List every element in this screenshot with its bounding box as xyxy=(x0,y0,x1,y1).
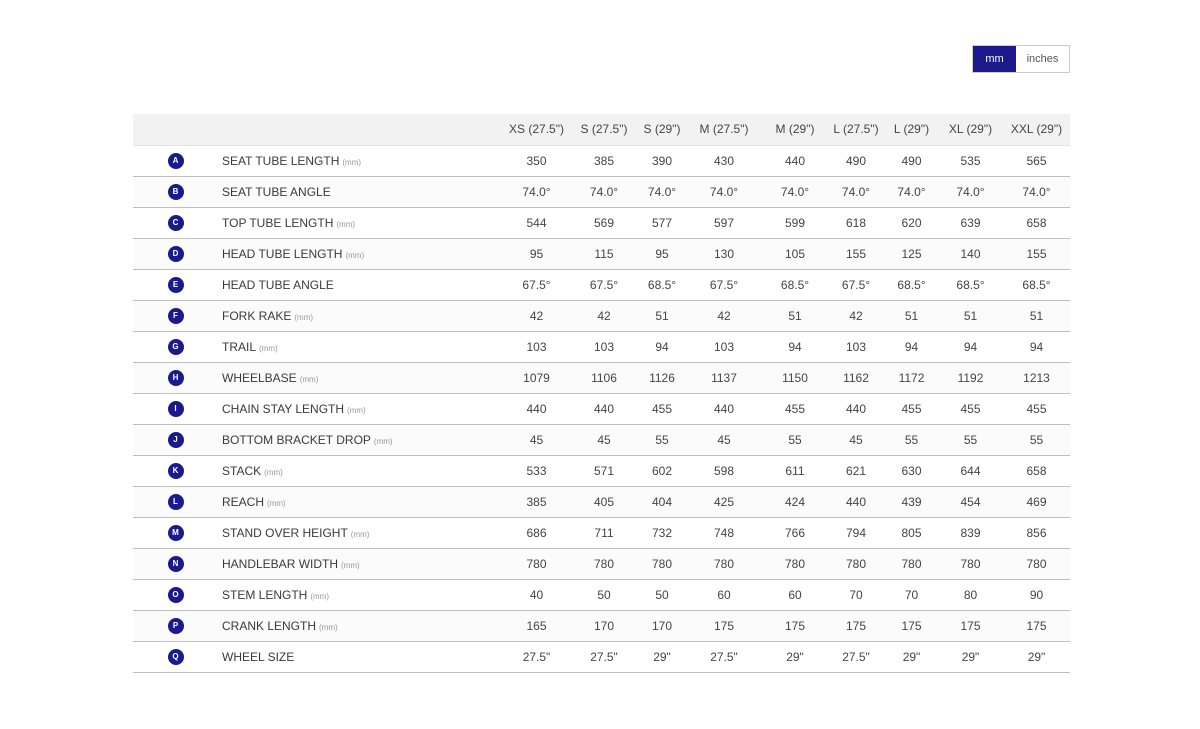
measurement-label-cell xyxy=(218,548,504,579)
value-cell: 74.0° xyxy=(504,176,569,207)
size-header: S (27.5") xyxy=(569,114,639,145)
value-cell: 440 xyxy=(504,393,569,424)
value-cell: 94 xyxy=(885,331,938,362)
measurement-unit: (mm) xyxy=(319,622,338,632)
table-row xyxy=(133,362,1070,393)
measurement-unit: (mm) xyxy=(345,250,365,260)
letter-cell xyxy=(133,610,218,641)
value-cell: 602 xyxy=(639,455,685,486)
value-cell: 115 xyxy=(569,238,639,269)
value-cell: 455 xyxy=(639,393,685,424)
value-cell: 569 xyxy=(569,207,639,238)
table-row xyxy=(133,486,1070,517)
measurement-name: STACK xyxy=(222,463,262,478)
value-cell: 140 xyxy=(938,238,1003,269)
value-cell: 90 xyxy=(1003,579,1070,610)
value-cell: 794 xyxy=(827,517,885,548)
value-cell: 175 xyxy=(1003,610,1070,641)
value-cell: 454 xyxy=(938,486,1003,517)
value-cell: 175 xyxy=(827,610,885,641)
measurement-name: CHAIN STAY LENGTH xyxy=(222,401,345,416)
value-cell: 611 xyxy=(763,455,827,486)
size-header: M (27.5") xyxy=(685,114,763,145)
value-cell: 68.5° xyxy=(1003,269,1070,300)
measurement-label-cell xyxy=(218,331,504,362)
table-row xyxy=(133,579,1070,610)
value-cell: 42 xyxy=(504,300,569,331)
measurement-label-cell xyxy=(218,517,504,548)
value-cell: 620 xyxy=(885,207,938,238)
value-cell: 350 xyxy=(504,145,569,176)
header-letter-cell xyxy=(133,114,218,145)
value-cell: 644 xyxy=(938,455,1003,486)
size-header: L (27.5") xyxy=(827,114,885,145)
letter-cell xyxy=(133,331,218,362)
table-row xyxy=(133,455,1070,486)
value-cell: 67.5° xyxy=(569,269,639,300)
measurement-letter-badge: E xyxy=(168,277,184,293)
value-cell: 780 xyxy=(569,548,639,579)
measurement-label-cell xyxy=(218,393,504,424)
value-cell: 68.5° xyxy=(885,269,938,300)
value-cell: 748 xyxy=(685,517,763,548)
value-cell: 658 xyxy=(1003,207,1070,238)
value-cell: 67.5° xyxy=(504,269,569,300)
table-row xyxy=(133,548,1070,579)
value-cell: 571 xyxy=(569,455,639,486)
measurement-letter-badge: I xyxy=(168,401,184,417)
value-cell: 490 xyxy=(885,145,938,176)
table-row xyxy=(133,424,1070,455)
measurement-label-cell xyxy=(218,207,504,238)
value-cell: 175 xyxy=(938,610,1003,641)
table-row xyxy=(133,207,1070,238)
value-cell: 780 xyxy=(885,548,938,579)
value-cell: 51 xyxy=(1003,300,1070,331)
value-cell: 155 xyxy=(1003,238,1070,269)
value-cell: 95 xyxy=(504,238,569,269)
value-cell: 45 xyxy=(827,424,885,455)
value-cell: 42 xyxy=(569,300,639,331)
letter-cell xyxy=(133,517,218,548)
letter-cell xyxy=(133,176,218,207)
measurement-name: HANDLEBAR WIDTH xyxy=(222,556,339,571)
value-cell: 45 xyxy=(504,424,569,455)
measurement-unit: (mm) xyxy=(342,157,362,167)
value-cell: 780 xyxy=(763,548,827,579)
value-cell: 103 xyxy=(685,331,763,362)
value-cell: 55 xyxy=(763,424,827,455)
value-cell: 27.5" xyxy=(827,641,885,672)
value-cell: 1162 xyxy=(827,362,885,393)
measurement-label-cell xyxy=(218,238,504,269)
value-cell: 385 xyxy=(569,145,639,176)
measurement-letter-badge: F xyxy=(168,308,184,324)
measurement-label-cell xyxy=(218,610,504,641)
value-cell: 68.5° xyxy=(639,269,685,300)
value-cell: 490 xyxy=(827,145,885,176)
measurement-unit: (mm) xyxy=(310,591,329,601)
value-cell: 658 xyxy=(1003,455,1070,486)
measurement-unit: (mm) xyxy=(341,560,360,570)
measurement-letter-badge: C xyxy=(168,215,184,231)
measurement-unit: (mm) xyxy=(259,343,278,353)
value-cell: 621 xyxy=(827,455,885,486)
measurement-letter-badge: B xyxy=(168,184,184,200)
value-cell: 533 xyxy=(504,455,569,486)
value-cell: 175 xyxy=(685,610,763,641)
value-cell: 390 xyxy=(639,145,685,176)
size-header: XS (27.5") xyxy=(504,114,569,145)
measurement-unit: (mm) xyxy=(267,498,286,508)
value-cell: 430 xyxy=(685,145,763,176)
value-cell: 80 xyxy=(938,579,1003,610)
value-cell: 405 xyxy=(569,486,639,517)
measurement-letter-badge: M xyxy=(168,525,184,541)
value-cell: 711 xyxy=(569,517,639,548)
value-cell: 70 xyxy=(827,579,885,610)
value-cell: 1106 xyxy=(569,362,639,393)
value-cell: 440 xyxy=(827,393,885,424)
value-cell: 175 xyxy=(763,610,827,641)
measurement-unit: (mm) xyxy=(350,529,370,539)
value-cell: 94 xyxy=(938,331,1003,362)
value-cell: 95 xyxy=(639,238,685,269)
value-cell: 440 xyxy=(763,145,827,176)
value-cell: 68.5° xyxy=(763,269,827,300)
value-cell: 94 xyxy=(639,331,685,362)
measurement-name: SEAT TUBE ANGLE xyxy=(222,184,331,199)
measurement-letter-badge: Q xyxy=(168,649,184,665)
value-cell: 74.0° xyxy=(685,176,763,207)
value-cell: 780 xyxy=(938,548,1003,579)
value-cell: 440 xyxy=(569,393,639,424)
value-cell: 440 xyxy=(827,486,885,517)
table-row xyxy=(133,300,1070,331)
value-cell: 29" xyxy=(885,641,938,672)
value-cell: 544 xyxy=(504,207,569,238)
value-cell: 440 xyxy=(685,393,763,424)
value-cell: 27.5" xyxy=(504,641,569,672)
value-cell: 29" xyxy=(763,641,827,672)
value-cell: 404 xyxy=(639,486,685,517)
table-row xyxy=(133,331,1070,362)
value-cell: 74.0° xyxy=(639,176,685,207)
measurement-unit: (mm) xyxy=(347,405,366,415)
measurement-name: TRAIL xyxy=(222,339,257,354)
measurement-unit: (mm) xyxy=(294,312,314,322)
value-cell: 42 xyxy=(685,300,763,331)
value-cell: 50 xyxy=(569,579,639,610)
measurement-name: STAND OVER HEIGHT xyxy=(222,525,348,540)
value-cell: 780 xyxy=(639,548,685,579)
letter-cell xyxy=(133,238,218,269)
value-cell: 50 xyxy=(639,579,685,610)
value-cell: 40 xyxy=(504,579,569,610)
letter-cell xyxy=(133,362,218,393)
letter-cell xyxy=(133,548,218,579)
value-cell: 780 xyxy=(827,548,885,579)
table-row xyxy=(133,641,1070,672)
value-cell: 55 xyxy=(885,424,938,455)
measurement-name: REACH xyxy=(222,494,265,509)
value-cell: 170 xyxy=(639,610,685,641)
size-header: XL (29") xyxy=(938,114,1003,145)
letter-cell xyxy=(133,207,218,238)
measurement-label-cell xyxy=(218,145,504,176)
table-row xyxy=(133,145,1070,176)
value-cell: 630 xyxy=(885,455,938,486)
value-cell: 67.5° xyxy=(827,269,885,300)
measurement-label-cell xyxy=(218,300,504,331)
value-cell: 51 xyxy=(763,300,827,331)
value-cell: 425 xyxy=(685,486,763,517)
value-cell: 130 xyxy=(685,238,763,269)
measurement-name: HEAD TUBE LENGTH xyxy=(222,246,343,261)
measurement-unit: (mm) xyxy=(299,374,319,384)
value-cell: 74.0° xyxy=(827,176,885,207)
value-cell: 74.0° xyxy=(938,176,1003,207)
measurement-unit: (mm) xyxy=(336,219,356,229)
value-cell: 103 xyxy=(827,331,885,362)
value-cell: 67.5° xyxy=(685,269,763,300)
value-cell: 94 xyxy=(1003,331,1070,362)
value-cell: 424 xyxy=(763,486,827,517)
value-cell: 55 xyxy=(1003,424,1070,455)
value-cell: 598 xyxy=(685,455,763,486)
table-row xyxy=(133,610,1070,641)
value-cell: 455 xyxy=(1003,393,1070,424)
value-cell: 55 xyxy=(938,424,1003,455)
measurement-letter-badge: P xyxy=(168,618,184,634)
value-cell: 856 xyxy=(1003,517,1070,548)
letter-cell xyxy=(133,269,218,300)
table-row xyxy=(133,176,1070,207)
value-cell: 839 xyxy=(938,517,1003,548)
measurement-unit: (mm) xyxy=(264,467,283,477)
measurement-label-cell xyxy=(218,176,504,207)
measurement-letter-badge: D xyxy=(168,246,184,262)
value-cell: 766 xyxy=(763,517,827,548)
value-cell: 780 xyxy=(1003,548,1070,579)
value-cell: 1150 xyxy=(763,362,827,393)
inches-unit-button[interactable]: inches xyxy=(1026,53,1059,65)
value-cell: 74.0° xyxy=(885,176,938,207)
table-row xyxy=(133,393,1070,424)
value-cell: 45 xyxy=(569,424,639,455)
letter-cell xyxy=(133,486,218,517)
measurement-name: CRANK LENGTH xyxy=(222,618,317,633)
value-cell: 455 xyxy=(938,393,1003,424)
table-header-row xyxy=(133,114,1070,145)
mm-unit-button[interactable]: mm xyxy=(973,46,1016,72)
measurement-label-cell xyxy=(218,486,504,517)
measurement-label-cell xyxy=(218,362,504,393)
value-cell: 175 xyxy=(885,610,938,641)
value-cell: 1137 xyxy=(685,362,763,393)
letter-cell xyxy=(133,300,218,331)
value-cell: 105 xyxy=(763,238,827,269)
value-cell: 1126 xyxy=(639,362,685,393)
measurement-letter-badge: O xyxy=(168,587,184,603)
value-cell: 55 xyxy=(639,424,685,455)
value-cell: 27.5" xyxy=(685,641,763,672)
letter-cell xyxy=(133,145,218,176)
measurement-name: WHEELBASE xyxy=(222,370,297,385)
value-cell: 385 xyxy=(504,486,569,517)
letter-cell xyxy=(133,393,218,424)
letter-cell xyxy=(133,641,218,672)
value-cell: 455 xyxy=(763,393,827,424)
value-cell: 805 xyxy=(885,517,938,548)
table-row xyxy=(133,238,1070,269)
measurement-name: WHEEL SIZE xyxy=(222,649,295,664)
value-cell: 732 xyxy=(639,517,685,548)
size-header: M (29") xyxy=(763,114,827,145)
measurement-name: TOP TUBE LENGTH xyxy=(222,215,334,230)
value-cell: 599 xyxy=(763,207,827,238)
size-header: XXL (29") xyxy=(1003,114,1070,145)
value-cell: 74.0° xyxy=(763,176,827,207)
table-row xyxy=(133,517,1070,548)
value-cell: 74.0° xyxy=(1003,176,1070,207)
value-cell: 577 xyxy=(639,207,685,238)
value-cell: 165 xyxy=(504,610,569,641)
measurement-name: FORK RAKE xyxy=(222,308,292,323)
header-measurement-cell xyxy=(218,114,504,145)
value-cell: 1172 xyxy=(885,362,938,393)
measurement-name: HEAD TUBE ANGLE xyxy=(222,277,334,292)
value-cell: 60 xyxy=(685,579,763,610)
value-cell: 42 xyxy=(827,300,885,331)
value-cell: 27.5" xyxy=(569,641,639,672)
value-cell: 170 xyxy=(569,610,639,641)
value-cell: 155 xyxy=(827,238,885,269)
value-cell: 74.0° xyxy=(569,176,639,207)
value-cell: 29" xyxy=(639,641,685,672)
value-cell: 618 xyxy=(827,207,885,238)
value-cell: 439 xyxy=(885,486,938,517)
measurement-name: STEM LENGTH xyxy=(222,587,308,602)
value-cell: 94 xyxy=(763,331,827,362)
size-header: L (29") xyxy=(885,114,938,145)
table-row xyxy=(133,269,1070,300)
measurement-letter-badge: H xyxy=(168,370,184,386)
value-cell: 103 xyxy=(504,331,569,362)
value-cell: 51 xyxy=(938,300,1003,331)
value-cell: 565 xyxy=(1003,145,1070,176)
value-cell: 29" xyxy=(938,641,1003,672)
measurement-label-cell xyxy=(218,641,504,672)
value-cell: 45 xyxy=(685,424,763,455)
measurement-label-cell xyxy=(218,424,504,455)
measurement-letter-badge: A xyxy=(168,153,184,169)
value-cell: 51 xyxy=(885,300,938,331)
geometry-table xyxy=(133,114,1070,673)
value-cell: 686 xyxy=(504,517,569,548)
value-cell: 103 xyxy=(569,331,639,362)
letter-cell xyxy=(133,424,218,455)
measurement-name: SEAT TUBE LENGTH xyxy=(222,153,340,168)
value-cell: 70 xyxy=(885,579,938,610)
measurement-label-cell xyxy=(218,579,504,610)
value-cell: 780 xyxy=(685,548,763,579)
unit-toggle xyxy=(972,45,1070,73)
measurement-letter-badge: J xyxy=(168,432,184,448)
measurement-letter-badge: K xyxy=(168,463,184,479)
measurement-unit: (mm) xyxy=(373,436,393,446)
measurement-label-cell xyxy=(218,269,504,300)
letter-cell xyxy=(133,579,218,610)
value-cell: 125 xyxy=(885,238,938,269)
letter-cell xyxy=(133,455,218,486)
value-cell: 68.5° xyxy=(938,269,1003,300)
value-cell: 535 xyxy=(938,145,1003,176)
value-cell: 780 xyxy=(504,548,569,579)
measurement-letter-badge: N xyxy=(168,556,184,572)
measurement-label-cell xyxy=(218,455,504,486)
measurement-letter-badge: G xyxy=(168,339,184,355)
value-cell: 639 xyxy=(938,207,1003,238)
value-cell: 1079 xyxy=(504,362,569,393)
measurement-letter-badge: L xyxy=(168,494,184,510)
value-cell: 455 xyxy=(885,393,938,424)
measurement-name: BOTTOM BRACKET DROP xyxy=(222,432,371,447)
value-cell: 60 xyxy=(763,579,827,610)
value-cell: 29" xyxy=(1003,641,1070,672)
value-cell: 51 xyxy=(639,300,685,331)
value-cell: 469 xyxy=(1003,486,1070,517)
table-body xyxy=(133,145,1070,672)
value-cell: 1192 xyxy=(938,362,1003,393)
value-cell: 1213 xyxy=(1003,362,1070,393)
value-cell: 597 xyxy=(685,207,763,238)
size-header: S (29") xyxy=(639,114,685,145)
